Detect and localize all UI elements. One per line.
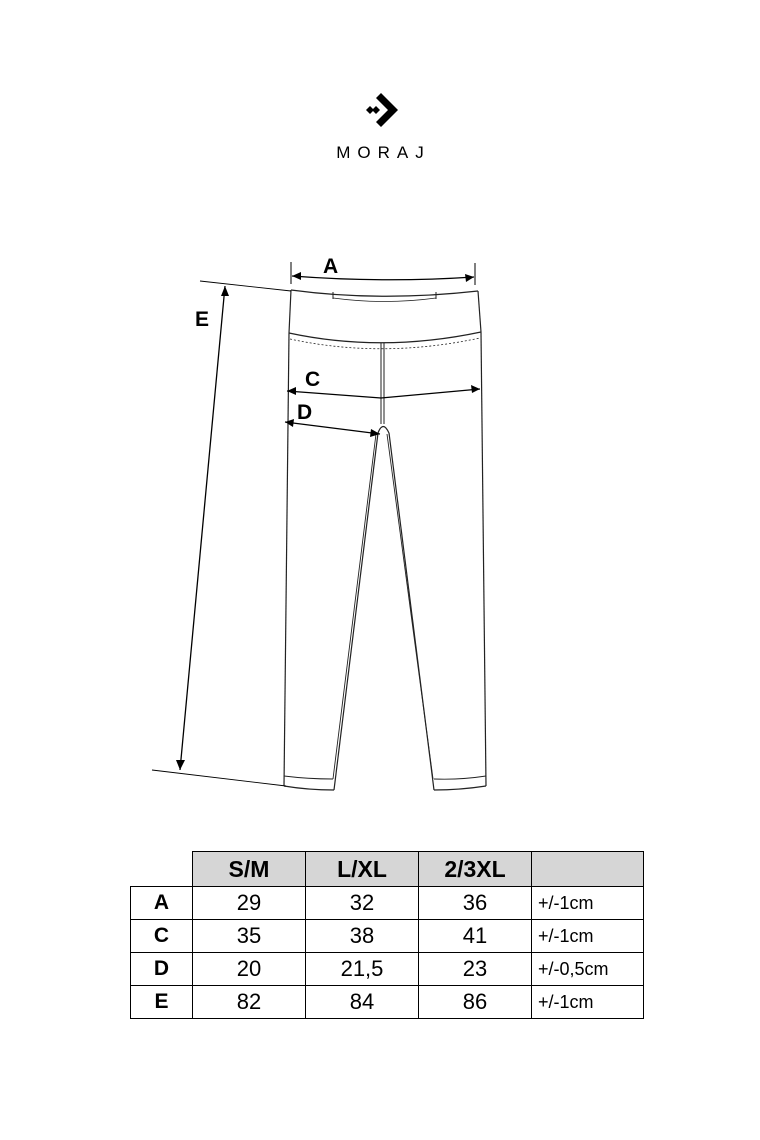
tolerance-cell: +/-1cm [532, 986, 644, 1019]
table-row [131, 887, 644, 920]
table-cell: 38 [306, 920, 419, 953]
column-header-lxl: L/XL [306, 852, 419, 887]
waistband-seam [289, 332, 481, 343]
table-cell: 21,5 [306, 953, 419, 986]
size-chart-table [130, 851, 644, 1019]
dimension-a-label: A [323, 255, 339, 278]
waistband-top-edge [291, 290, 478, 296]
column-header-23xl: 2/3XL [419, 852, 532, 887]
table-cell: 84 [306, 986, 419, 1019]
tolerance-cell: +/-1cm [532, 887, 644, 920]
table-row [131, 986, 644, 1019]
dimension-e-line [180, 286, 225, 770]
waistband-right-edge [478, 291, 481, 332]
waistband-left-edge [289, 290, 291, 333]
tolerance-cell: +/-1cm [532, 920, 644, 953]
table-cell: 86 [419, 986, 532, 1019]
left-inner-seam [334, 433, 378, 790]
crotch [378, 427, 389, 434]
column-header-tolerance [532, 852, 644, 887]
table-cell: 36 [419, 887, 532, 920]
right-outer-seam [481, 332, 486, 786]
dimension-e-label: E [195, 308, 210, 331]
row-label: C [131, 920, 193, 953]
column-header-sm: S/M [193, 852, 306, 887]
row-label: A [131, 887, 193, 920]
dimension-a-line [292, 276, 474, 280]
dimension-d-label: D [297, 401, 313, 424]
table-cell: 41 [419, 920, 532, 953]
table-cell: 23 [419, 953, 532, 986]
table-cell: 29 [193, 887, 306, 920]
row-label: D [131, 953, 193, 986]
table-header-row [131, 852, 644, 887]
center-seam [381, 343, 384, 424]
brand-name: MORAJ [336, 143, 431, 162]
table-cell: 32 [306, 887, 419, 920]
left-hem [284, 786, 334, 790]
table-cell: 20 [193, 953, 306, 986]
tolerance-cell: +/-0,5cm [532, 953, 644, 986]
table-cell: 35 [193, 920, 306, 953]
dimension-c-label: C [305, 368, 321, 391]
table-cell: 82 [193, 986, 306, 1019]
table-row [131, 920, 644, 953]
table-row [131, 953, 644, 986]
right-hem [434, 786, 486, 790]
table-corner [131, 852, 193, 887]
row-label: E [131, 986, 193, 1019]
left-outer-seam [284, 333, 289, 786]
